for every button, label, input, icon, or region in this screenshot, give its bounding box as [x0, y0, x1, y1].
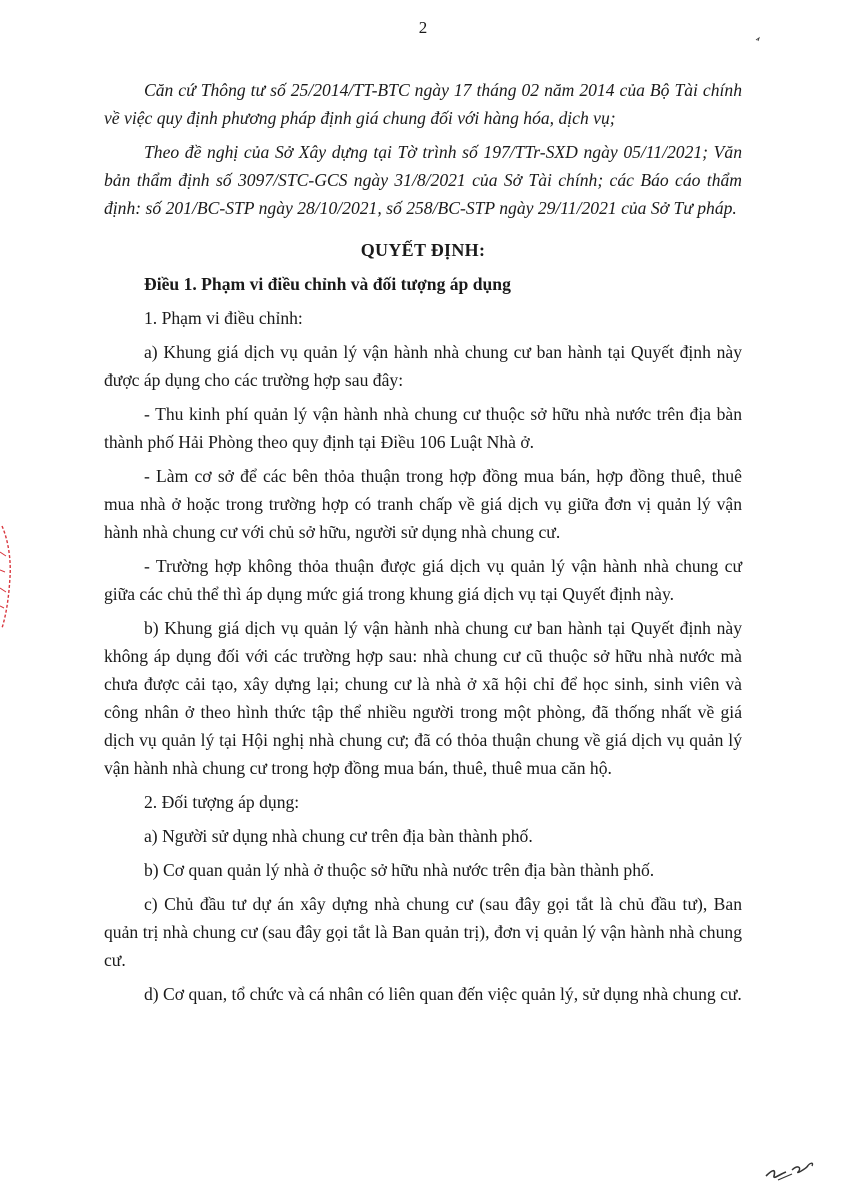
article-1-title: Điều 1. Phạm vi điều chỉnh và đối tượng áp dụng [144, 274, 511, 294]
decision-heading: QUYẾT ĐỊNH: [360, 240, 486, 260]
scope-heading: 1. Phạm vi điều chỉnh: [144, 308, 303, 328]
scope-a: a) Khung giá dịch vụ quản lý vận hành nhà chung cư ban hành tại Quyết định này được áp dụng cho các trường hợp sau đây: [104, 342, 742, 390]
scope-b: b) Khung giá dịch vụ quản lý vận hành nhà chung cư ban hành tại Quyết định này không áp dụng đối với các trường hợp sau: nhà chung cư cũ thuộc sở hữu nhà nước mà chưa được cải tạo, xây dựng lại; chung cư là nhà ở xã hội chỉ để học sinh, sinh viên và công nhân ở theo hình thức tập thể nhiều người trong một phòng, đã thống nhất về giá dịch vụ quản lý tại Hội nghị nhà chung cư; đã có thỏa thuận chung về giá dịch vụ quản lý vận hành nhà chung cư trong hợp đồng mua bán, thuê, thuê mua căn hộ. [104, 618, 742, 778]
scope-a-item: - Thu kinh phí quản lý vận hành nhà chung cư thuộc sở hữu nhà nước trên địa bàn thành phố Hải Phòng theo quy định tại Điều 106 Luật Nhà ở. [104, 404, 742, 452]
subject-item: d) Cơ quan, tổ chức và cá nhân có liên quan đến việc quản lý, sử dụng nhà chung cư. [144, 984, 742, 1004]
scope-a-item: - Trường hợp không thỏa thuận được giá dịch vụ quản lý vận hành nhà chung cư giữa các chủ thể thì áp dụng mức giá trong khung giá dịch vụ tại Quyết định này. [104, 556, 742, 604]
subject-item: c) Chủ đầu tư dự án xây dựng nhà chung cư (sau đây gọi tắt là chủ đầu tư), Ban quản trị nhà chung cư (sau đây gọi tắt là Ban quản trị), đơn vị quản lý vận hành nhà chung cư. [104, 894, 742, 970]
document-body [104, 76, 742, 1014]
pen-mark-icon [752, 30, 768, 46]
preamble-proposal: Theo đề nghị của Sở Xây dựng tại Tờ trình số 197/TTr-SXD ngày 05/11/2021; Văn bản thẩm định số 3097/STC-GCS ngày 31/8/2021 của Sở Tài chính; các Báo cáo thẩm định: số 201/BC-STP ngày 28/10/2021, số 258/BC-STP ngày 29/11/2021 của Sở Tư pháp. [104, 142, 742, 218]
page-number: 2 [418, 18, 428, 37]
subject-item: a) Người sử dụng nhà chung cư trên địa bàn thành phố. [144, 826, 533, 846]
preamble-circular: Căn cứ Thông tư số 25/2014/TT-BTC ngày 17 tháng 02 năm 2014 của Bộ Tài chính về việc quy định phương pháp định giá chung đối với hàng hóa, dịch vụ; [104, 80, 742, 128]
handwritten-initials-icon [762, 1150, 822, 1184]
scope-a-item: - Làm cơ sở để các bên thỏa thuận trong hợp đồng mua bán, hợp đồng thuê, thuê mua nhà ở hoặc trong trường hợp có tranh chấp về giá dịch vụ giữa đơn vị quản lý vận hành nhà chung cư với chủ sở hữu, người sử dụng nhà chung cư. [104, 466, 742, 542]
subject-item: b) Cơ quan quản lý nhà ở thuộc sở hữu nhà nước trên địa bàn thành phố. [144, 860, 655, 880]
subjects-heading: 2. Đối tượng áp dụng: [144, 792, 300, 812]
red-stamp-edge-icon [0, 522, 14, 632]
